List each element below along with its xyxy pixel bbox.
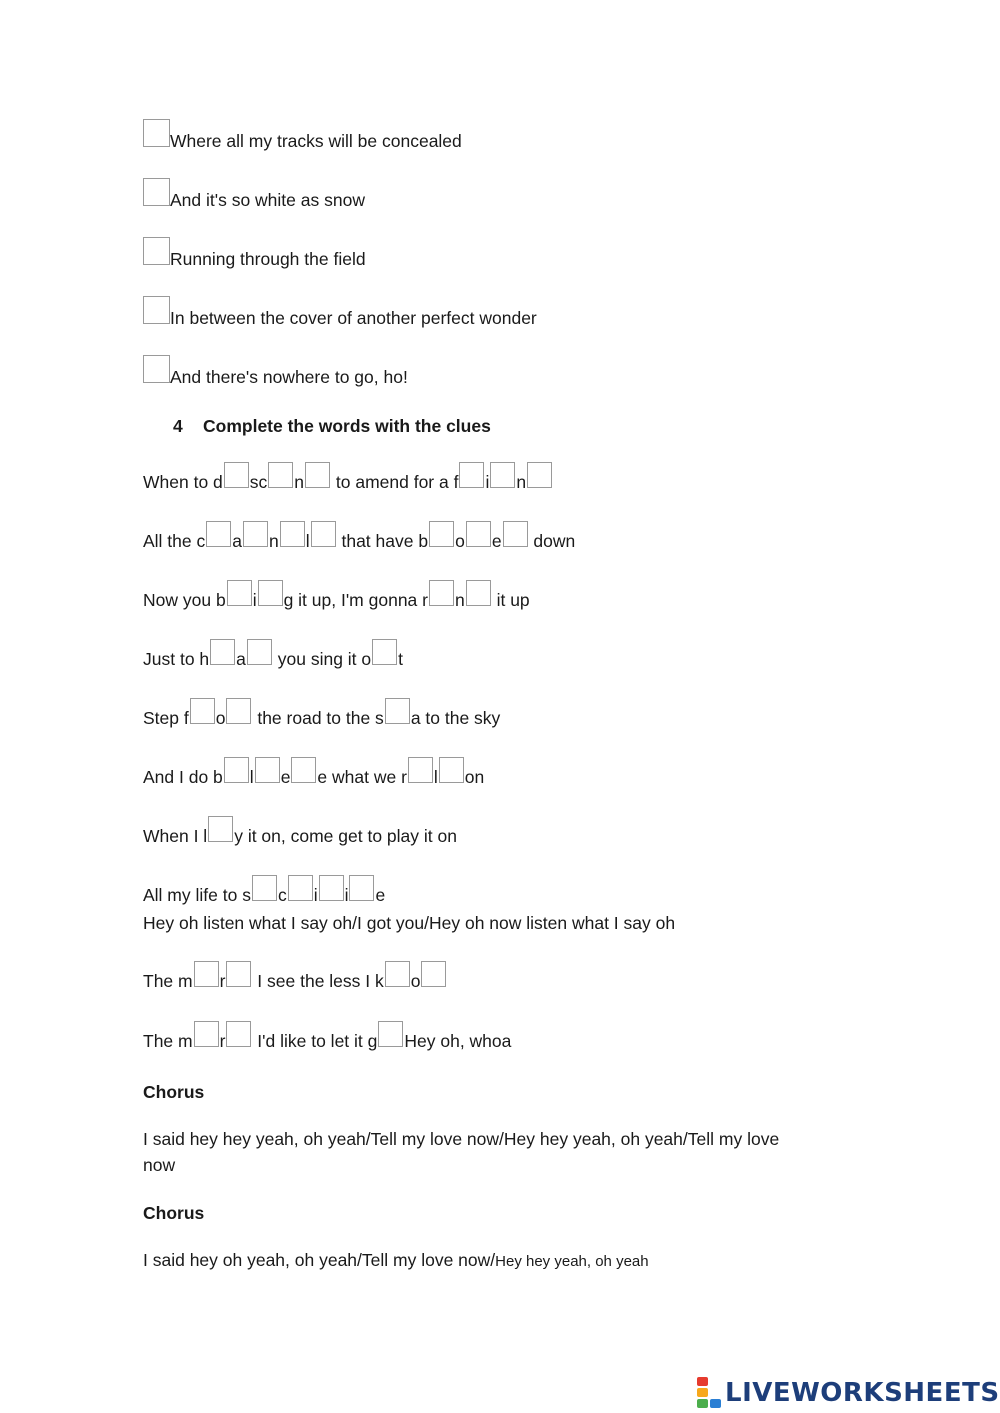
gap-line-text: a xyxy=(232,531,242,551)
chorus-text-2-small: Hey hey yeah, oh yeah xyxy=(495,1253,649,1270)
letter-input-box[interactable] xyxy=(378,1021,403,1047)
letter-input-box[interactable] xyxy=(372,639,397,665)
logo-square-red xyxy=(697,1377,708,1386)
gap-line-text: Step f xyxy=(143,708,189,728)
chorus-text-line-1: I said hey hey yeah, oh yeah/Tell my love now/Hey hey yeah, oh yeah/Tell my love xyxy=(143,1129,780,1149)
gap-fill-line xyxy=(143,521,575,551)
letter-input-box[interactable] xyxy=(291,757,316,783)
ordering-item-text: Running through the field xyxy=(170,249,366,269)
letter-input-box[interactable] xyxy=(288,875,313,901)
gap-line-text: I see the less I k xyxy=(252,971,384,991)
gap-line-text: n xyxy=(516,472,527,492)
gap-line-text: r xyxy=(219,971,226,991)
gap-line-text: e what we r xyxy=(317,767,407,787)
gap-line-text: c xyxy=(277,885,287,905)
section-title: Complete the words with the clues xyxy=(203,416,491,436)
gap-line-text: i xyxy=(313,885,318,905)
ordering-item xyxy=(143,355,408,387)
chorus-label: Chorus xyxy=(143,1082,205,1102)
letter-input-box[interactable] xyxy=(268,462,293,488)
gap-line-text: the road to the s xyxy=(252,708,384,728)
gap-line-text: Now you b xyxy=(143,590,226,610)
gap-line-text: All the c xyxy=(143,531,206,551)
letter-input-box[interactable] xyxy=(503,521,528,547)
letter-input-box[interactable] xyxy=(243,521,268,547)
gap-line-text: down xyxy=(528,531,576,551)
letter-input-box[interactable] xyxy=(224,757,249,783)
gap-line-text: that have b xyxy=(336,531,429,551)
letter-input-box[interactable] xyxy=(408,757,433,783)
order-number-box[interactable] xyxy=(143,355,170,383)
gap-line-text: e xyxy=(491,531,502,551)
gap-fill-line xyxy=(143,875,385,905)
ordering-item xyxy=(143,119,462,151)
gap-fill-line xyxy=(143,816,457,846)
gap-line-text: it up xyxy=(491,590,530,610)
order-number-box[interactable] xyxy=(143,119,170,147)
gap-line-text: g it up, I'm gonna r xyxy=(283,590,428,610)
letter-input-box[interactable] xyxy=(226,698,251,724)
letter-input-box[interactable] xyxy=(208,816,233,842)
letter-input-box[interactable] xyxy=(255,757,280,783)
letter-input-box[interactable] xyxy=(194,1021,219,1047)
letter-input-box[interactable] xyxy=(421,961,446,987)
gap-fill-line xyxy=(143,580,530,610)
letter-input-box[interactable] xyxy=(466,580,491,606)
letter-input-box[interactable] xyxy=(224,462,249,488)
section-number: 4 xyxy=(173,416,183,436)
letter-input-box[interactable] xyxy=(226,961,251,987)
gap-fill-line xyxy=(143,698,500,728)
gap-line-text: n xyxy=(294,472,305,492)
ordering-item-text: And there's nowhere to go, ho! xyxy=(170,367,408,387)
letter-input-box[interactable] xyxy=(429,580,454,606)
chorus-label-2: Chorus xyxy=(143,1203,205,1223)
logo-square-green xyxy=(697,1399,708,1408)
gap-line-text: The m xyxy=(143,971,193,991)
gap-line-text: o xyxy=(455,531,465,551)
letter-input-box[interactable] xyxy=(226,1021,251,1047)
gap-line-text: e xyxy=(375,885,386,905)
letter-input-box[interactable] xyxy=(252,875,277,901)
gap-fill-line xyxy=(143,757,484,787)
gap-fill-line xyxy=(143,1021,511,1051)
letter-input-box[interactable] xyxy=(311,521,336,547)
gap-line-text: sc xyxy=(249,472,268,492)
gap-line-text: All my life to s xyxy=(143,885,251,905)
gap-line-text: e xyxy=(280,767,291,787)
letter-input-box[interactable] xyxy=(194,961,219,987)
letter-input-box[interactable] xyxy=(349,875,374,901)
letter-input-box[interactable] xyxy=(190,698,215,724)
letter-input-box[interactable] xyxy=(429,521,454,547)
gap-line-text: Hey oh, whoa xyxy=(404,1031,512,1051)
gap-line-text: Just to h xyxy=(143,649,210,669)
gap-line-text: l xyxy=(249,767,254,787)
order-number-box[interactable] xyxy=(143,237,170,265)
gap-line-text: y it on, come get to play it on xyxy=(234,826,457,846)
gap-line-text: n xyxy=(454,590,465,610)
section-heading xyxy=(173,418,491,436)
ordering-item xyxy=(143,178,365,210)
gap-line-text: When I l xyxy=(143,826,208,846)
ordering-item-text: And it's so white as snow xyxy=(170,190,365,210)
logo-square-blue xyxy=(710,1399,721,1408)
letter-input-box[interactable] xyxy=(466,521,491,547)
letter-input-box[interactable] xyxy=(247,639,272,665)
gap-line-text: on xyxy=(464,767,485,787)
letter-input-box[interactable] xyxy=(280,521,305,547)
chorus-text-2 xyxy=(143,1252,649,1270)
gap-line-text: i xyxy=(485,472,490,492)
letter-input-box[interactable] xyxy=(459,462,484,488)
gap-line-text: o xyxy=(410,971,421,991)
order-number-box[interactable] xyxy=(143,296,170,324)
logo-square-yellow xyxy=(697,1388,708,1397)
gap-line-text: i xyxy=(252,590,257,610)
hey-line: Hey oh listen what I say oh/I got you/Hey oh now listen what I say oh xyxy=(143,913,676,933)
gap-line-text: r xyxy=(219,1031,226,1051)
ordering-item-text: Where all my tracks will be concealed xyxy=(170,131,462,151)
gap-line-text: And I do b xyxy=(143,767,223,787)
letter-input-box[interactable] xyxy=(527,462,552,488)
gap-line-text: to amend for a f xyxy=(331,472,459,492)
gap-line-text: o xyxy=(215,708,226,728)
chorus-text-2-main: I said hey oh yeah, oh yeah/Tell my love now/ xyxy=(143,1250,496,1270)
ordering-item xyxy=(143,237,366,269)
letter-input-box[interactable] xyxy=(206,521,231,547)
ordering-item xyxy=(143,296,537,328)
logo-mark-icon xyxy=(697,1377,723,1409)
gap-line-text: l xyxy=(433,767,438,787)
gap-line-text: I'd like to let it g xyxy=(252,1031,378,1051)
gap-line-text: n xyxy=(268,531,279,551)
gap-line-text: t xyxy=(398,649,404,669)
letter-input-box[interactable] xyxy=(439,757,464,783)
liveworksheets-logo[interactable] xyxy=(697,1376,1000,1410)
gap-line-text: The m xyxy=(143,1031,193,1051)
gap-line-text: a xyxy=(236,649,246,669)
logo-text: LIVEWORKSHEETS xyxy=(725,1378,1000,1408)
letter-input-box[interactable] xyxy=(319,875,344,901)
ordering-item-text: In between the cover of another perfect wonder xyxy=(170,308,537,328)
order-number-box[interactable] xyxy=(143,178,170,206)
chorus-text-line-2: now xyxy=(143,1155,176,1175)
gap-fill-line xyxy=(143,961,447,991)
gap-fill-line xyxy=(143,462,553,492)
letter-input-box[interactable] xyxy=(385,698,410,724)
gap-line-text: you sing it o xyxy=(272,649,372,669)
letter-input-box[interactable] xyxy=(210,639,235,665)
gap-line-text: When to d xyxy=(143,472,223,492)
gap-fill-line xyxy=(143,639,403,669)
letter-input-box[interactable] xyxy=(490,462,515,488)
letter-input-box[interactable] xyxy=(385,961,410,987)
letter-input-box[interactable] xyxy=(305,462,330,488)
gap-line-text: a to the sky xyxy=(410,708,501,728)
gap-line-text: l xyxy=(305,531,310,551)
gap-line-text: i xyxy=(344,885,349,905)
letter-input-box[interactable] xyxy=(227,580,252,606)
letter-input-box[interactable] xyxy=(258,580,283,606)
